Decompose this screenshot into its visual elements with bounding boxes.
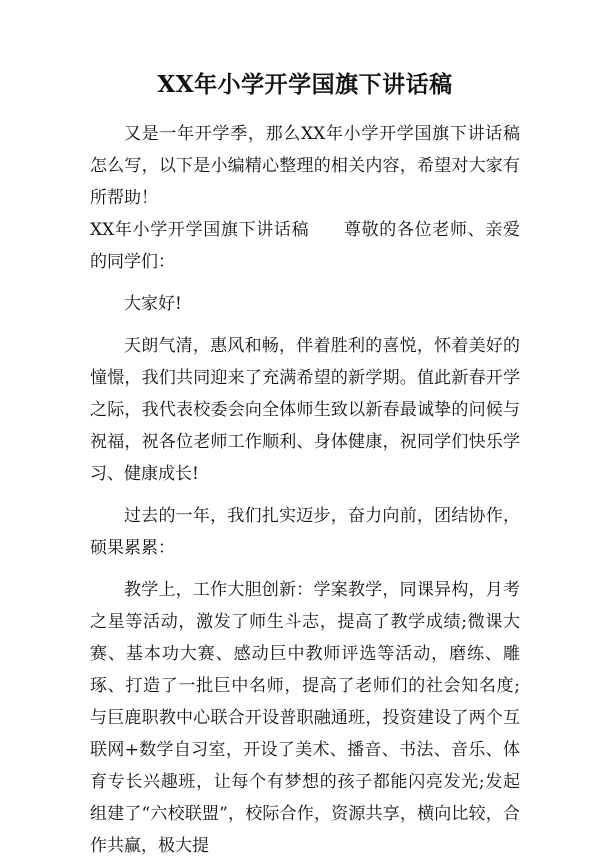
greeting: 大家好!	[124, 294, 182, 314]
salutation: 尊敬的各位老师、亲爱的同学们：	[90, 220, 520, 272]
document-page	[90, 68, 520, 862]
speech-heading-line	[90, 214, 520, 278]
body-paragraph-2: 过去的一年，我们扎实迈步，奋力向前，团结协作，硕果累累：	[90, 506, 520, 558]
body-paragraph-3: 教学上，工作大胆创新：学案教学，同课异构，月考之星等活动，激发了师生斗志，提高了教学成绩;微课大赛、基本功大赛、感动巨中教师评选等活动，磨练、雕琢、打造了一批巨中名师，提高了老师们的社会知名度;与巨鹿职教中心联合开设普职融通班，投资建设了两个互联网+数学自习室，开设了美术、播音、书法、音乐、体育专长兴趣班，让每个有梦想的孩子都能闪亮发光;发起组建了“六校联盟”，校际合作，资源共享，横向比较，合作共赢，极大提	[90, 580, 520, 856]
intro-paragraph: 又是一年开学季，那么XX年小学开学国旗下讲话稿怎么写，以下是小编精心整理的相关内容，希望对大家有所帮助！	[90, 124, 520, 208]
document-title: XX年小学开学国旗下讲话稿	[157, 71, 453, 98]
speech-title: XX年小学开学国旗下讲话稿	[90, 220, 310, 240]
body-paragraph-1: 天朗气清，惠风和畅，伴着胜利的喜悦，怀着美好的憧憬，我们共同迎来了充满希望的新学期。值此新春开学之际，我代表校委会向全体师生致以新春最诚挚的问候与祝福，祝各位老师工作顺利、身体健康，祝同学们快乐学习、健康成长!	[90, 336, 520, 484]
